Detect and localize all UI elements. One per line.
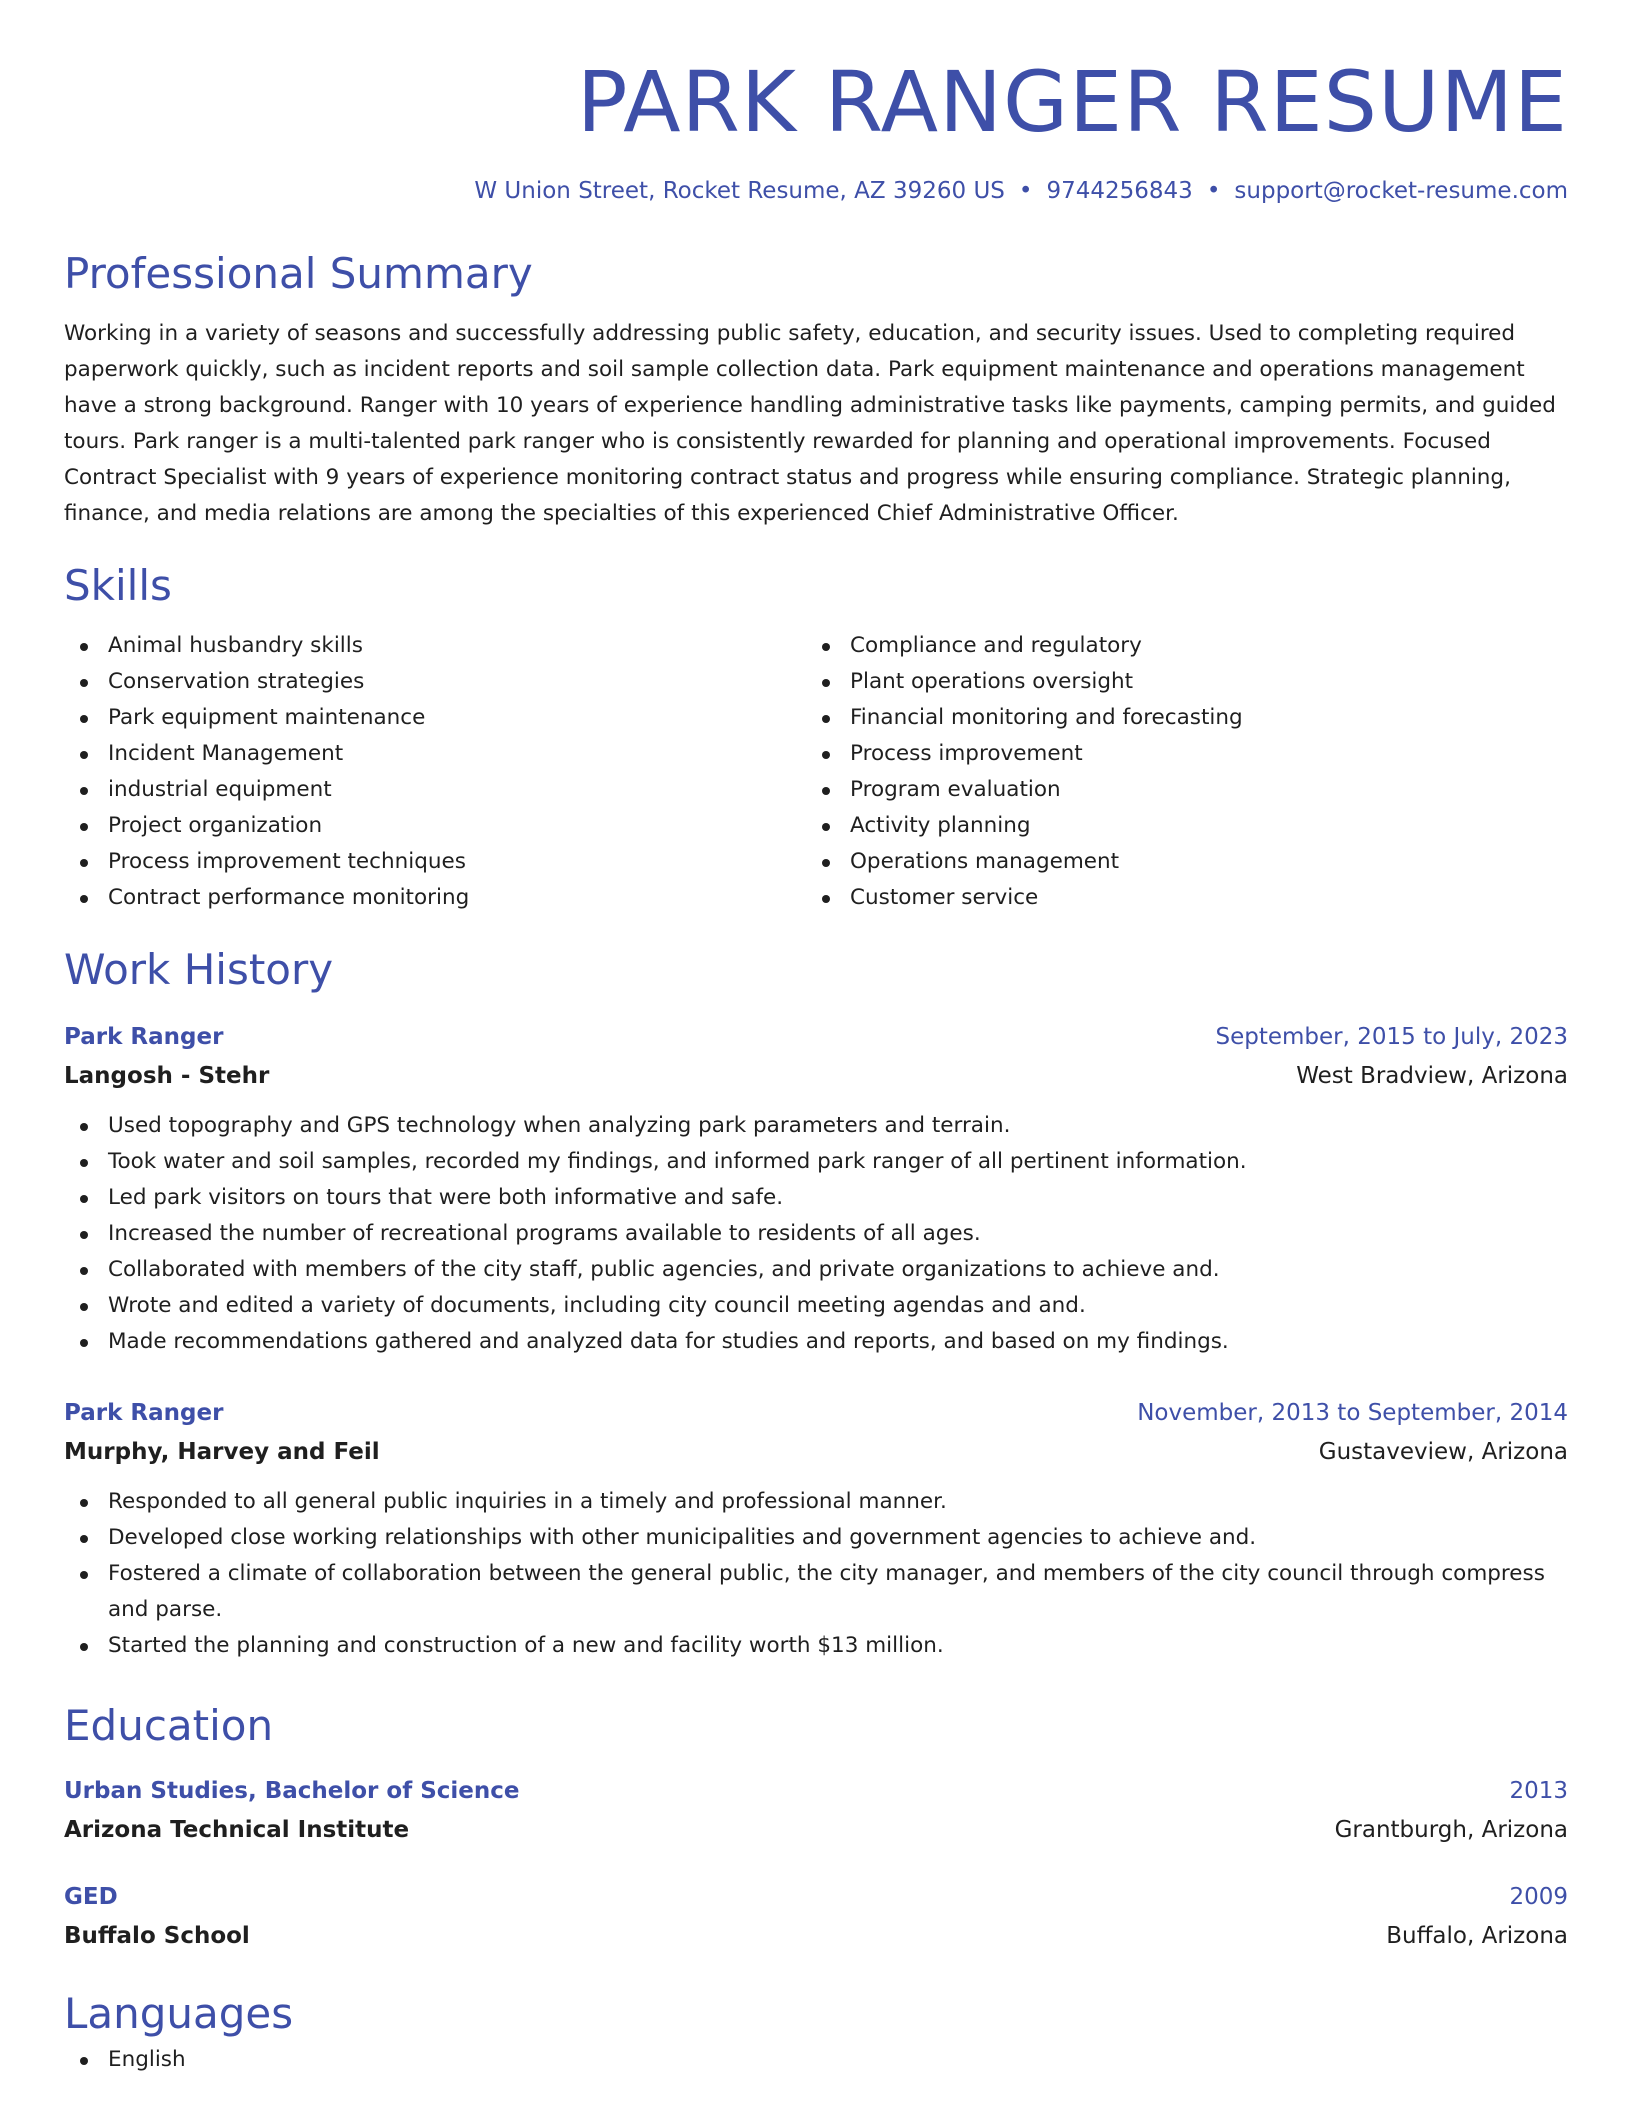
- job-employer: Murphy, Harvey and Feil: [64, 1439, 380, 1465]
- job-employer: Langosh - Stehr: [64, 1063, 270, 1089]
- job-duty-item: Wrote and edited a variety of documents, including city council meeting agendas and and.: [64, 1288, 1568, 1324]
- job-role: Park Ranger: [64, 1400, 224, 1426]
- job-duty-item: Used topography and GPS technology when analyzing park parameters and terrain.: [64, 1108, 1568, 1144]
- contact-line: [64, 178, 1568, 204]
- education-header-row: [64, 1878, 1568, 1916]
- work-history-heading: Work History: [64, 945, 334, 994]
- job-duty-item: Developed close working relationships with other municipalities and government agencies to achieve and.: [64, 1520, 1568, 1556]
- skills-columns: [64, 628, 1568, 916]
- job-duties-list: [64, 1108, 1568, 1360]
- job-duties-list: [64, 1484, 1568, 1664]
- skill-item: industrial equipment: [64, 772, 806, 808]
- education-school: Buffalo School: [64, 1923, 250, 1949]
- job-duty-item: Started the planning and construction of a new and facility worth $13 million.: [64, 1628, 1568, 1664]
- job-duty-item: Collaborated with members of the city staff, public agencies, and private organizations to achieve and.: [64, 1252, 1568, 1288]
- summary-text: Working in a variety of seasons and successfully addressing public safety, education, and security issues. Used to completing required paperwork quickly, such as incident reports and soil sample collection data. Park equipment maintenance and operations management have a strong background. Ranger with 10 years of experience handling administrative tasks like payments, camping permits, and guided tours. Park ranger is a multi-talented park ranger who is consistently rewarded for planning and operational improvements. Focused Contract Specialist with 9 years of experience monitoring contract status and progress while ensuring compliance. Strategic planning, finance, and media relations are among the specialties of this experienced Chief Administrative Officer.: [64, 321, 1556, 526]
- job-duty-item: Took water and soil samples, recorded my findings, and informed park ranger of all pertinent information.: [64, 1144, 1568, 1180]
- skills-section: [64, 558, 1568, 916]
- education-school-row: [64, 1916, 1568, 1956]
- contact-address: W Union Street, Rocket Resume, AZ 39260 US: [474, 178, 1005, 204]
- job-dates: September, 2015 to July, 2023: [1215, 1024, 1568, 1050]
- skill-item: Contract performance monitoring: [64, 880, 806, 916]
- job-location: West Bradview, Arizona: [1296, 1063, 1568, 1089]
- skill-item: Process improvement techniques: [64, 844, 806, 880]
- skill-item: Process improvement: [806, 736, 1548, 772]
- skill-item: Operations management: [806, 844, 1548, 880]
- job-duty-item: Fostered a climate of collaboration between the general public, the city manager, and members of the city council through compress and parse.: [64, 1556, 1568, 1628]
- skill-item: Park equipment maintenance: [64, 700, 806, 736]
- job-location: Gustaveview, Arizona: [1318, 1439, 1568, 1465]
- job-duty-item: Led park visitors on tours that were both informative and safe.: [64, 1180, 1568, 1216]
- education-school: Arizona Technical Institute: [64, 1817, 410, 1843]
- skills-list-left: [64, 628, 806, 916]
- job-entry: [64, 1018, 1568, 1360]
- skill-item: Program evaluation: [806, 772, 1548, 808]
- skill-item: Animal husbandry skills: [64, 628, 806, 664]
- skill-item: Compliance and regulatory: [806, 628, 1548, 664]
- education-entry: [64, 1878, 1568, 1956]
- job-entry: [64, 1394, 1568, 1664]
- job-duty-item: Increased the number of recreational programs available to residents of all ages.: [64, 1216, 1568, 1252]
- skill-item: Plant operations oversight: [806, 664, 1548, 700]
- skill-item: Project organization: [64, 808, 806, 844]
- resume-title: PARK RANGER RESUME: [576, 53, 1568, 151]
- skills-column-left: [64, 628, 806, 916]
- job-employer-row: [64, 1432, 1568, 1472]
- job-header-row: [64, 1394, 1568, 1432]
- contact-phone: 9744256843: [1046, 178, 1193, 204]
- job-employer-row: [64, 1056, 1568, 1096]
- education-header-row: [64, 1772, 1568, 1810]
- education-year: 2009: [1509, 1884, 1568, 1910]
- skill-item: Conservation strategies: [64, 664, 806, 700]
- education-heading: Education: [64, 1701, 274, 1750]
- skills-heading: Skills: [64, 561, 172, 610]
- contact-separator: •: [1018, 178, 1033, 204]
- education-entry: [64, 1772, 1568, 1850]
- skill-item: Activity planning: [806, 808, 1548, 844]
- languages-heading: Languages: [64, 1989, 294, 2038]
- skills-list-right: [806, 628, 1548, 916]
- skill-item: Incident Management: [64, 736, 806, 772]
- languages-section: [64, 1986, 1568, 2078]
- languages-list: [64, 2042, 1568, 2078]
- summary-section: [64, 246, 1568, 532]
- resume-header: [64, 0, 1568, 204]
- work-history-section: [64, 942, 1568, 1664]
- job-header-row: [64, 1018, 1568, 1056]
- skill-item: Customer service: [806, 880, 1548, 916]
- education-degree: Urban Studies, Bachelor of Science: [64, 1778, 520, 1804]
- language-item: English: [64, 2042, 1568, 2078]
- education-location: Grantburgh, Arizona: [1334, 1817, 1568, 1843]
- education-year: 2013: [1509, 1778, 1568, 1804]
- summary-heading: Professional Summary: [64, 249, 533, 298]
- skills-column-right: [806, 628, 1548, 916]
- contact-separator: •: [1206, 178, 1221, 204]
- job-dates: November, 2013 to September, 2014: [1137, 1400, 1568, 1426]
- education-location: Buffalo, Arizona: [1386, 1923, 1568, 1949]
- job-duty-item: Made recommendations gathered and analyzed data for studies and reports, and based on my findings.: [64, 1324, 1568, 1360]
- job-duty-item: Responded to all general public inquiries in a timely and professional manner.: [64, 1484, 1568, 1520]
- education-school-row: [64, 1810, 1568, 1850]
- education-degree: GED: [64, 1884, 118, 1910]
- skill-item: Financial monitoring and forecasting: [806, 700, 1548, 736]
- job-role: Park Ranger: [64, 1024, 224, 1050]
- education-section: [64, 1698, 1568, 1956]
- contact-email: support@rocket-resume.com: [1234, 178, 1568, 204]
